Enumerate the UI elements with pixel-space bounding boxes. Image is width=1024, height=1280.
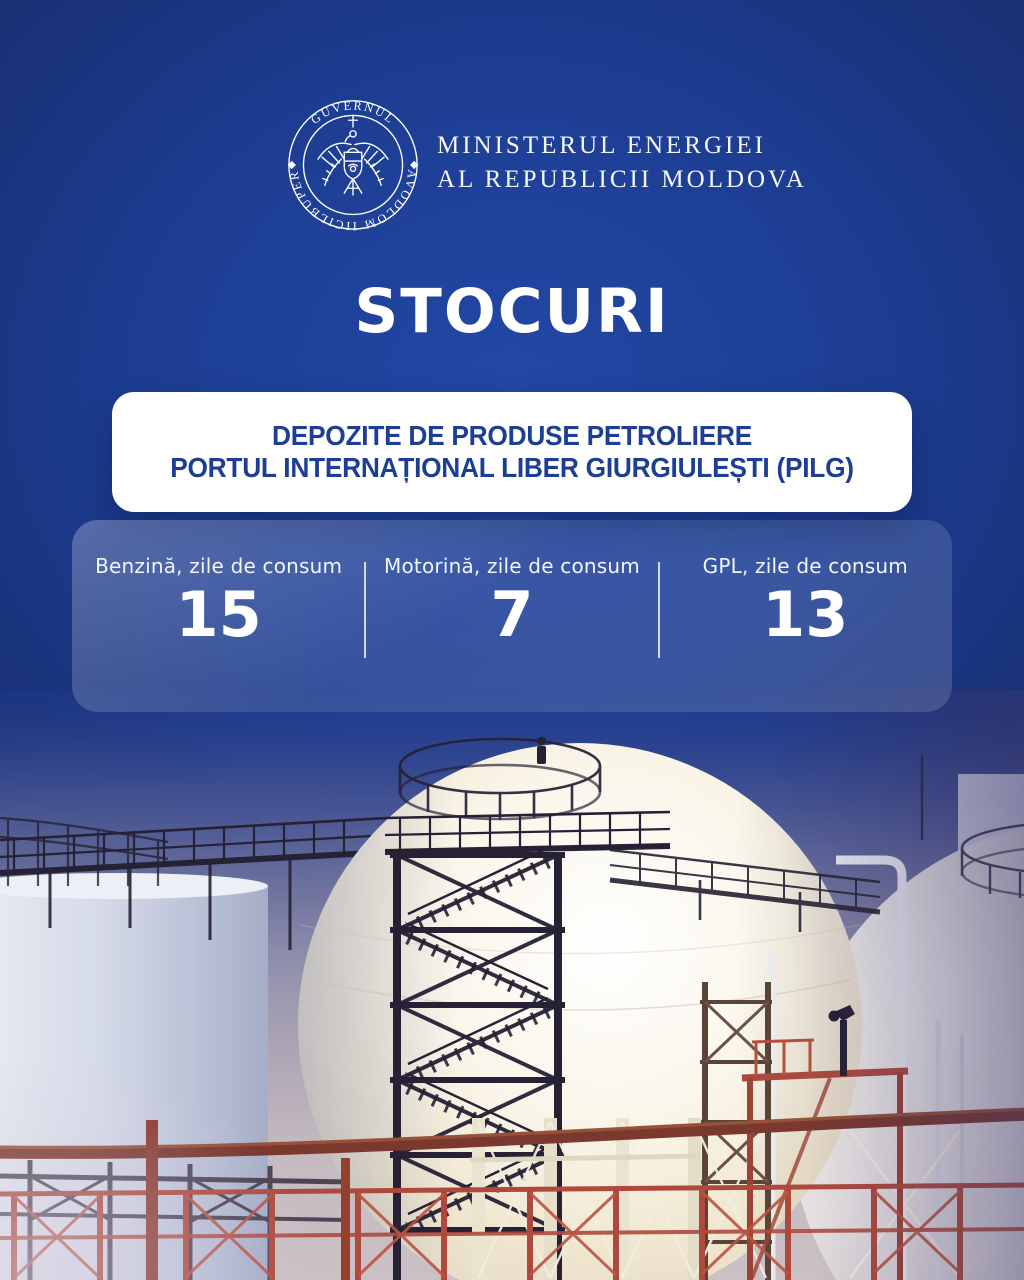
stats-card: [72, 520, 952, 712]
stat-label: GPL, zile de consum: [702, 554, 908, 578]
subtitle-line2: PORTUL INTERNAȚIONAL LIBER GIURGIULEȘTI (PILG): [170, 452, 854, 483]
stat-label: Benzină, zile de consum: [95, 554, 343, 578]
stat-value: 15: [175, 578, 262, 651]
ministry-name-line1: MINISTERUL ENERGIEI: [437, 132, 766, 159]
stats-divider: [364, 562, 366, 658]
seal-ring-text-top: GUVERNUL: [308, 98, 399, 127]
coat-of-arms-eagle: [318, 115, 388, 195]
left-storage-tank: [0, 818, 268, 1280]
page-title: STOCURI: [354, 276, 670, 347]
stat-value: 13: [762, 578, 849, 651]
subtitle-card: [112, 392, 912, 512]
ministry-name-line2: AL REPUBLICII MOLDOVA: [437, 166, 807, 193]
stats-divider: [658, 562, 660, 658]
moldova-state-seal-icon: [285, 95, 421, 231]
tank-farm-photo: [0, 690, 1024, 1280]
stat-benzina: [72, 520, 365, 712]
subtitle-line1: DEPOZITE DE PRODUSE PETROLIERE: [271, 420, 752, 451]
ministry-brand-header: [0, 0, 1024, 260]
stat-label: Motorină, zile de consum: [384, 554, 640, 578]
ministry-name: [437, 129, 807, 197]
stat-value: 7: [490, 578, 534, 651]
seal-ring-text-bottom: AVODLOM IICILBUPER: [286, 168, 420, 231]
worker-figure: [537, 737, 546, 764]
stat-motorina: [365, 520, 658, 712]
stat-gpl: [659, 520, 952, 712]
tank-farm-scene: [0, 690, 1024, 1280]
